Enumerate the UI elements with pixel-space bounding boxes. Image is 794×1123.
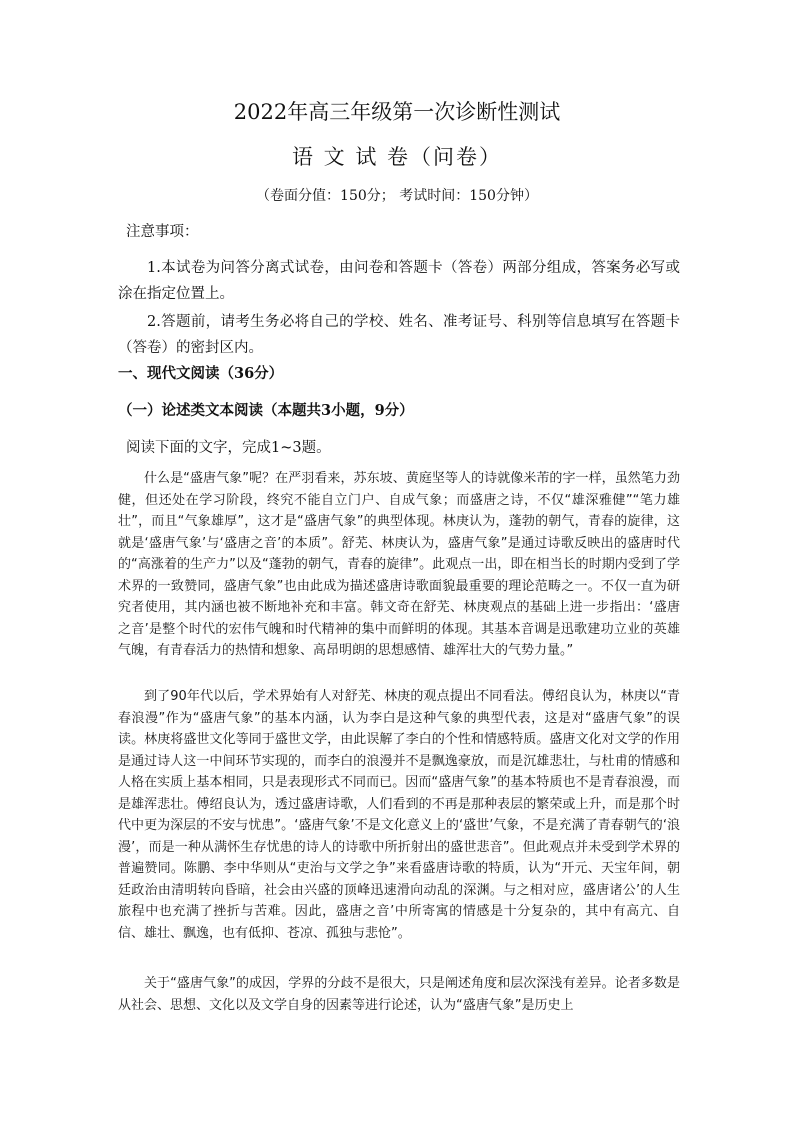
notice-item-2: 2.答题前，请考生务必将自己的学校、姓名、准考证号、科别等信息填写在答题卡（答卷）的密封区内。 [118,314,680,356]
notice-heading: 注意事项： [126,224,199,240]
passage-paragraph-1: 什么是“盛唐气象”呢？在严羽看来，苏东坡、黄庭坚等人的诗就像米芾的字一样，虽然笔力劲健，但还处在学习阶段，终究不能自立门户、自成气象；而盛唐之诗，不仅“雄深雅健”“笔力雄壮”，而且“气象雄厚”，这才是“盛唐气象”的典型体现。林庚认为，蓬勃的朝气，青春的旋律，这就是‘盛唐气象’与‘盛唐之音’的本质”。舒芜、林庚认为，盛唐气象”是通过诗歌反映出的盛唐时代的“高涨着的生产力”以及“蓬勃的朝气，青春的旋律”。此观点一出，即在相当长的时期内受到了学术界的一致赞同，盛唐气象”也由此成为描述盛唐诗歌面貌最重要的理论范畴之一。不仅一直为研究者使用，其内涵也被不断地补充和丰富。韩文奇在舒芜、林庚观点的基础上进一步指出：‘盛唐之音’是整个时代的宏伟气魄和时代精神的集中而鲜明的体现。其基本音调是迅歌建功立业的英雄气魄，有青春活力的热情和想象、高昂明朗的思想感情、雄浑壮大的气势力量。” [118,471,680,658]
page-subtitle: 语 文 试 卷（问卷） [291,145,503,169]
page-title: 2022年高三年级第一次诊断性测试 [233,100,561,124]
passage-paragraph-2: 到了90年代以后，学术界始有人对舒芜、林庚的观点提出不同看法。傅绍良认为，林庚以“青春浪漫”作为“盛唐气象”的基本内涵，认为李白是这种气象的典型代表，这是对“盛唐气象”的误读。林庚将盛世文化等同于盛世文学，由此误解了李白的个性和情感特质。盛唐文化对文学的作用是通过诗人这一中间环节实现的，而李白的浪漫并不是飘逸豪放，而是沉雄悲壮，与杜甫的情感和人格在实质上基本相同，只是表现形式不同而已。因而“盛唐气象”的基本特质也不是青春浪漫，而是雄浑悲壮。傅绍良认为，透过盛唐诗歌，人们看到的不再是那种表层的繁荣或上升，而是那个时代中更为深层的不安与忧患”。‘盛唐气象’不是文化意义上的‘盛世’气象，不是充满了青春朝气的‘浪漫’，而是一种从满怀生存忧患的诗人的诗歌中所折射出的盛世悲音”。但此观点并未受到学术界的普遍赞同。陈鹏、李中华则从“吏治与文学之争”来看盛唐诗歌的特质，认为“开元、天宝年间，朝廷政治由清明转向昏暗，社会由兴盛的顶峰迅速滑向动乱的深渊。与之相对应，盛唐诸公’的人生旅程中也充满了挫折与苦难。因此，盛唐之音’中所寄寓的情感是十分复杂的，其中有高亢、自信、雄壮、飘逸，也有低抑、苍凉、孤独与悲怆”。 [118,689,680,941]
passage-paragraph-3: 关于“盛唐气象”的成因，学界的分歧不是很大，只是阐述角度和层次深浅有差异。论者多数是从社会、思想、文化以及文学自身的因素等进行论述，认为“盛唐气象”是历史上 [118,976,680,1013]
section-heading: 一、现代文阅读（36分） [118,365,284,382]
notice-item-1: 1.本试卷为问答分离式试卷，由问卷和答题卡（答卷）两部分组成，答案务必写或涂在指定位置上。 [118,260,680,302]
sub-section-heading: （一）论述类文本阅读（本题共3小题，9分） [118,402,414,419]
reading-instruction: 阅读下面的文字，完成1~3题。 [126,440,331,456]
score-note: （卷面分值：150分； 考试时间：150分钟） [256,188,538,204]
